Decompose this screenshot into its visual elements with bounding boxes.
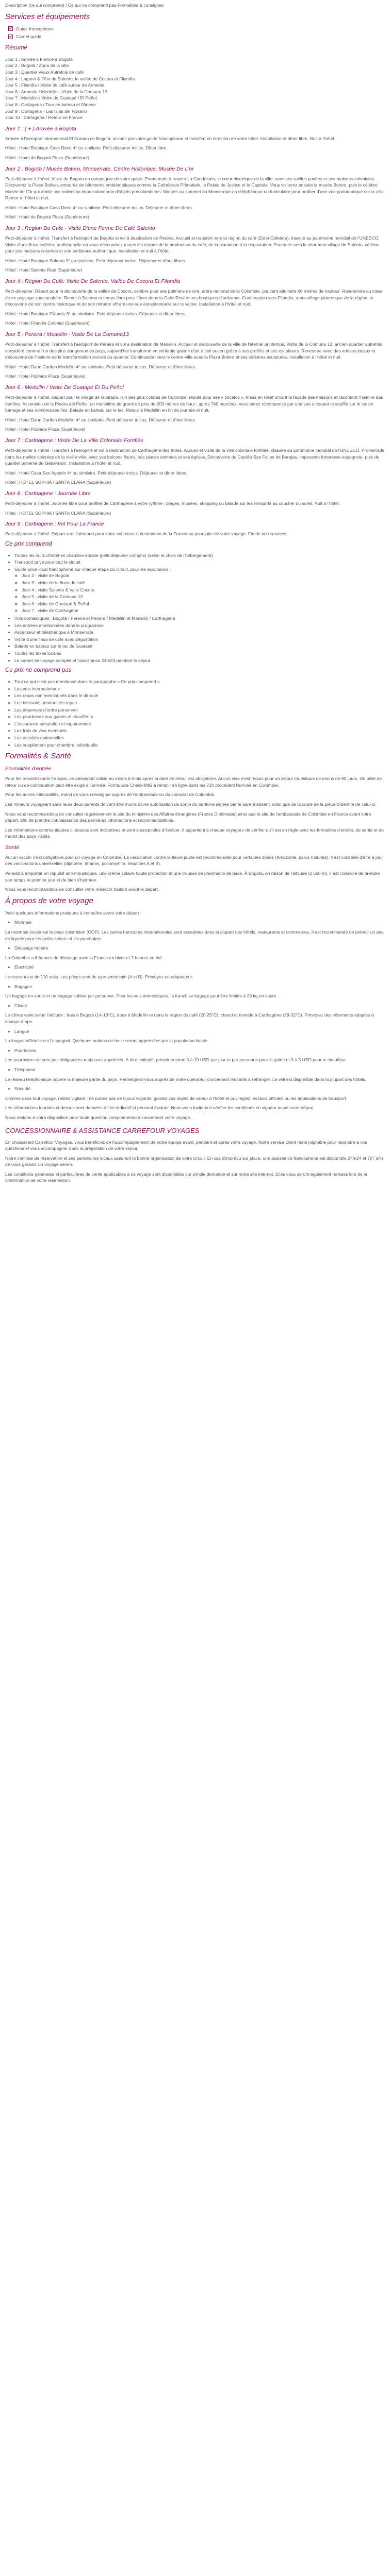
day5-hotel-sup: Hôtel : Hotel Poblado Plaza (Supérieure) [5, 374, 86, 379]
resume-day: Jour 2 : Bogotá / Zona de la ville [5, 63, 69, 69]
practical-list [5, 984, 386, 990]
formalities-text: Pour les autres nationalités, merci de vous renseigner auprès de l'ambassade ou du consulat de Colombie. [5, 792, 216, 798]
practical-list [5, 1028, 386, 1035]
day7-hotel: Hôtel : Hotel Casa San Agustin 4* ou similaire. Petit-déjeuner inclus. Déjeuner et dîner libres. [5, 470, 188, 476]
resume-day: Jour 10 : Cartagena / Retour en France [5, 115, 83, 121]
included-title: Ce prix comprend [5, 540, 52, 547]
resume-day: Jour 7 : Medellin / Visite de Guatapé / El Peñol [5, 95, 97, 101]
day7-title: Jour 7 : Carthagene : Visite De La Ville Coloniale Fortifiée [5, 437, 144, 444]
list-item [14, 945, 386, 952]
services-list [5, 26, 386, 40]
practical-label: Téléphone [14, 1066, 36, 1072]
list-item: • L'assurance annulation et rapatriement [14, 721, 386, 727]
day5-title: Jour 5 : Pereira / Medellin - Visite De La Comuna13 [5, 331, 129, 337]
practical-list [5, 1047, 386, 1054]
entry-title: Formalités d'entrée [5, 766, 52, 772]
list-item [14, 1066, 386, 1073]
practical-text: La langue officielle est l'espagnol. Quelques notions de base seront appréciées par la population locale. [5, 1038, 209, 1044]
practical-label: Décalage horaire [14, 945, 48, 951]
excluded-list [5, 679, 386, 748]
day5-hotel: Hôtel : Hotel Dann Carlton Medellin 4* ou similaire. Petit-déjeuner inclus. Déjeuner et dîner libres. [5, 364, 197, 369]
resume-day: Jour 3 : Quartier Vieux Autrefois de café [5, 69, 84, 75]
day2-title: Jour 2 : Bogota / Musée Botero, Monserrate, Centre Historique, Musée De L'or [5, 165, 194, 172]
practical-list [5, 964, 386, 971]
list-item: Carnet guide [8, 33, 386, 40]
list-item [14, 1028, 386, 1035]
list-item: • Toutes les nuits d'hôtel en chambre double (petit-déjeuner compris) (selon le choix de l'hébergement) [14, 552, 386, 559]
list-item [14, 919, 386, 926]
health-text: Pensez à emporter un répulsif anti-moustiques, une crème solaire haute protection et une trousse de pharmacie de base. À Bogotá, en raison de l'altitude (2 600 m), il est conseillé de prendre son temps le premier jour et de bien s'hydrater. [5, 871, 380, 883]
day2-hotel: Hôtel : Hotel Boutique Casa Deco 4* ou similaire. Petit-déjeuner inclus. Déjeuner et dîner libres. [5, 205, 193, 210]
practical-text: Le réseau téléphonique couvre la majeure partie du pays. Renseignez-vous auprès de votre opérateur concernant les tarifs à l'étranger. Le wifi est disponible dans la plupart des hôtels. [5, 1076, 367, 1082]
practical-list [5, 1003, 386, 1009]
list-item: • Balade en bateau sur le lac de Guatapé [14, 643, 386, 650]
practical-label: Climat [14, 1003, 27, 1008]
day1-hotel: Hôtel : Hotel Boutique Casa Deco 4* ou similaire. Petit-déjeuner inclus. Dîner libre. [5, 145, 168, 151]
list-item [14, 1003, 386, 1009]
day6-text: Petit-déjeuner à l'hôtel. Départ pour le village de Guatapé, l'un des plus colorés de Colombie, réputé pour ses « zócalos », frises en relief ornant la façade des maisons et racontant l'histoire des familles. Ascension de la Piedra del Peñol, un monolithe de granit de plus de 200 mètres de haut : après 740 marches, vous serez récompensé par une vue à couper le souffle sur le lac de barrage et ses nombreuses îles. Balade en bateau sur le lac. Retour à Medellin en fin de journée et nuit. [5, 394, 383, 413]
day8-text: Petit-déjeuner à l'hôtel. Journée libre pour profiter de Carthagène à votre rythme : plages, musées, shopping ou balade sur les remparts au coucher du soleil. Nuit à l'hôtel. [5, 500, 340, 506]
resume-title: Résumé [5, 44, 27, 51]
list-item: ◦ Jour 4 : visite Salento & Valle Cocora [22, 587, 386, 594]
list-item: • Les boissons pendant les repas [14, 700, 386, 706]
formalities-title: Formalités & Santé [5, 752, 71, 761]
day7-text: Petit-déjeuner à l'hôtel. Transfert à l'aéroport et vol à destination de Carthagène des Indes. Accueil et visite de la ville coloniale fortifiée, classée au patrimoine mondial de l'UNESCO. Promenade dans les ruelles colorées de la vieille ville, avec ses balcons fleuris, ses places animées et ses églises. Découverte du Castillo San Felipe de Barajas, imposante forteresse espagnole, puis du quartier bohème de Getsemaní. Installation à l'hôtel et nuit. [5, 447, 385, 466]
list-item: Guide francophone [8, 26, 386, 32]
formalities-text: Les informations communiquées ci-dessus sont indicatives et sont susceptibles d'évoluer. Il appartient à chaque voyageur de vérifier qu'il est en règle avec les formalités d'entrée, de sortie et de transit des pays visités. [5, 827, 384, 839]
check-icon [8, 26, 13, 31]
day4-hotel-sup: Hôtel : Hotel Filandia Colonial (Supérieure) [5, 320, 90, 326]
list-item: • Transport privé pour tout le circuit [14, 559, 386, 566]
list-item: • Le carnet de voyage complet et l'assistance 24h/24 pendant le séjour [14, 657, 386, 664]
day6-title: Jour 6 : Medellin / Visite De Guatapé Et Du Peñol [5, 384, 124, 391]
resume-day: Jour 4 : Laguna & Fête de Salento, le vallée de Cocora et Filandia [5, 76, 135, 81]
list-item: ◦ Jour 6 : visite de Guatapé & Peñol [22, 601, 386, 607]
resume-day: Jour 1 : Arrivée à France à Bogotá [5, 56, 73, 62]
day5-text: Petit-déjeuner à l'hôtel. Transfert à l'aéroport de Pereira et vol à destination de Medellin. Accueil et découverte de la ville de l'éternel printemps. Visite de la Comuna 13, ancien quartier autrefois considéré comme l'un des plus dangereux du pays, aujourd'hui transformé en véritable galerie d'art à ciel ouvert grâce à ses graffitis et ses escalators. Rencontre avec des artistes locaux et découverte de l'histoire de la transformation sociale du quartier. Continuation vers le centre-ville avec la Plaza Botero et ses célèbres sculptures. Installation à l'hôtel et nuit. [5, 342, 382, 360]
list-item [14, 984, 386, 990]
conditions-title: CONCESSIONNAIRE & ASSISTANCE CARREFOUR VOYAGES [5, 1126, 200, 1134]
practical-closing: Les informations fournies ci-dessus sont données à titre indicatif et peuvent évoluer. Nous vous invitons à vérifier les conditions en vigueur avant votre départ. [5, 1105, 315, 1111]
resume-list [5, 56, 386, 121]
list-item: • Les dépenses d'ordre personnel [14, 707, 386, 714]
day6-hotel-sup: Hôtel : Hotel Poblado Plaza (Supérieure) [5, 427, 86, 432]
excluded-title: Ce prix ne comprend pas [5, 667, 72, 674]
day9-text: Petit-déjeuner à l'hôtel. Départ vers l'aéroport pour votre vol retour à destination de la France ou poursuite de votre voyage. Fin de nos services. [5, 531, 288, 537]
list-item: • Les frais de visa éventuels [14, 727, 386, 734]
conditions-text: En choisissant Carrefour Voyages, vous bénéficiez de l'accompagnement de notre équipe avant, pendant et après votre voyage. Notre service client reste joignable pour répondre à vos questions et vous accompagner dans la préparation de votre séjour. [5, 1139, 367, 1151]
day3-hotel-sup: Hôtel : Hotel Salento Real (Supérieure) [5, 267, 83, 273]
list-item: ◦ Jour 3 : visite de la finca de café [22, 580, 386, 586]
list-item: • Guide privé local francophone sur chaque étape du circuit, pour les excursions : ◦ Jour 2 : visite de Bogotá ◦ Jour 3 : visite de la finca de café ◦ Jour 4 : visite Salento & Valle Cocora ◦ Jour 5 : visite de la Comuna 13 ◦ Jour 6 : visite de Guatapé & Peñol ◦ Jour 7 : visite de Carthagène [14, 566, 386, 614]
day8-hotel: Hôtel : HOTEL SOPHIA / SANTA CLARA (Supérieure) [5, 510, 111, 516]
list-item: • Tout ce qui n'est pas mentionné dans le paragraphe « Ce prix comprend » [14, 679, 386, 685]
practical-list [5, 945, 386, 952]
practical-list [5, 1086, 386, 1092]
included-nested-list [14, 572, 386, 614]
practical-text: Un bagage en soute et un bagage cabine par personne. Pour les vols domestiques, la franchise bagage peut être limitée à 23 kg en soute. [5, 993, 278, 999]
day1-hotel-sup: Hôtel : Hotel de Bogotá Plaza (Supérieure) [5, 155, 89, 160]
conditions-text: Notre centrale de réservation et ses partenaires locaux assurent la bonne organisation de votre circuit. En cas d'imprévu sur place, une assistance francophone est disponible 24h/24 et 7j/7 afin de vous garantir un voyage serein. [5, 1155, 383, 1167]
day7-hotel-sup: Hôtel : HOTEL SOPHIA / SANTA CLARA (Supérieure) [5, 480, 111, 485]
services-title: Services et équipements [5, 12, 90, 21]
practical-text: Les pourboires ne sont pas obligatoires mais sont appréciés. À titre indicatif, prévoir environ 5 à 10 USD par jour et par personne pour le guide et 3 à 5 USD pour le chauffeur. [5, 1057, 347, 1063]
day6-hotel: Hôtel : Hotel Dann Carlton Medellin 4* ou similaire. Petit-déjeuner inclus. Déjeuner et dîner libres. [5, 417, 197, 422]
document-page [0, 0, 391, 1191]
day3-hotel: Hôtel : Hotel Boutique Salento 3* ou similaire. Petit-déjeuner inclus. Déjeuner et dîner libres. [5, 258, 186, 263]
list-item: ◦ Jour 5 : visite de la Comuna 13 [22, 594, 386, 600]
practical-text: La Colombie a 6 heures de décalage avec la France en hiver et 7 heures en été. [5, 955, 164, 960]
practical-intro: Voici quelques informations pratiques à connaître avant votre départ : [5, 910, 142, 916]
day3-title: Jour 3 : Region Du Cafe - Visite D'une Ferme De Café Salento [5, 225, 155, 232]
list-item: • Ascenseur et téléphérique à Monserrate [14, 629, 386, 636]
practical-text: La monnaie locale est le peso colombien (COP). Les cartes bancaires internationales sont acceptées dans la plupart des hôtels, restaurants et commerces. Il est recommandé de prévoir un peu de liquide pour les petits achats et les pourboires. [5, 929, 384, 941]
day1-text: Arrivée à l'aéroport international El Dorado de Bogotá, accueil par votre guide francophone et transfert en direction de votre hôtel. Installation et dîner libre. Nuit à l'hôtel. [5, 135, 336, 141]
resume-day: Jour 8 : Cartagena / Tour en bateau et flânerie [5, 101, 96, 107]
day4-hotel: Hôtel : Hotel Boutique Filandia 3* ou similaire. Petit-déjeuner inclus. Déjeuner et dîner libres. [5, 311, 187, 316]
list-item [14, 1086, 386, 1092]
practical-text: Le courant est de 110 volts. Les prises sont de type américain (A et B). Prévoyez un adaptateur. [5, 974, 193, 979]
list-item: • Les activités optionnelles [14, 735, 386, 741]
formalities-text: Les mineurs voyageant sans leurs deux parents doivent être munis d'une autorisation de sortie du territoire signée par le parent absent, ainsi que de la copie de la pièce d'identité de celui-ci. [5, 801, 377, 807]
formalities-text: Pour les ressortissants français, un passeport valide au moins 6 mois après la date de retour est obligatoire. Aucun visa n'est requis pour un séjour touristique de moins de 90 jours. Un billet de retour ou de continuation peut être exigé à l'arrivée. Formulaire Check-MIG à remplir en ligne dans les 72h précédant l'arrivée en Colombie. [5, 776, 382, 788]
formalities-text: Nous vous recommandons de consulter régulièrement le site du ministère des Affaires étrangères (France Diplomatie) ainsi que le site de l'ambassade de Colombie en France avant votre départ, afin de prendre connaissance des dernières informations et recommandations. [5, 811, 371, 823]
practical-title: À propos de votre voyage [5, 896, 93, 905]
day4-text: Petit-déjeuner. Départ pour la découverte de la vallée de Cocora, célèbre pour ses palmiers de cire, arbre national de la Colombie, pouvant atteindre 60 mètres de hauteur. Randonnée au cœur de ce paysage spectaculaire. Retour à Salento et temps libre pour flâner dans la Calle Real et ses boutiques d'artisanat. Continuation vers Filandia, autre village pittoresque de la région, et découverte de son centre historique et de son mirador offrant une vue exceptionnelle sur la vallée. Installation à l'hôtel et nuit. [5, 289, 383, 307]
practical-text: Comme dans tout voyage, restez vigilant : ne portez pas de bijoux voyants, gardez vos objets de valeur à l'hôtel et privilégiez les taxis officiels ou les applications de transport. [5, 1095, 348, 1101]
list-item: • Les vols internationaux [14, 686, 386, 692]
practical-list [5, 919, 386, 926]
day1-title: Jour 1 : ( + ) Arrivée à Bogota [5, 125, 76, 132]
practical-label: Pourboires [14, 1047, 36, 1053]
list-item: • Visite d'une finca de café avec dégustation [14, 636, 386, 643]
practical-list [5, 1066, 386, 1073]
health-text: Aucun vaccin n'est obligatoire pour un voyage en Colombie. La vaccination contre la fièvre jaune est recommandée pour certaines zones (Amazonie, parcs naturels). Il est conseillé d'être à jour des vaccinations universelles (diphtérie, tétanos, poliomyélite, hépatites A et B). [5, 854, 383, 867]
resume-day: Jour 9 : Cartagena - Las Islas del Rosario [5, 108, 87, 114]
list-item: • Les entrées mentionnées dans le programme [14, 622, 386, 629]
day8-title: Jour 8 : Carthagene : Journée Libre [5, 490, 91, 497]
day2-hotel-sup: Hôtel : Hotel de Bogotá Plaza (Supérieure) [5, 214, 89, 220]
list-item: • Vols domestiques : Bogotá / Pereira et Pereira / Medellin et Medellin / Carthagène [14, 615, 386, 622]
list-item: • Les supplément pour chambre individuelle [14, 742, 386, 749]
list-item: ◦ Jour 7 : visite de Carthagène [22, 607, 386, 614]
list-item: • Les repas non mentionnés dans le déroulé [14, 692, 386, 699]
list-item [14, 1047, 386, 1054]
resume-day: Jour 5 : Filandia / Visite de café autour de Armenia [5, 82, 105, 88]
practical-label: Monnaie [14, 920, 31, 925]
check-icon [8, 35, 13, 39]
practical-label: Sécurité [14, 1086, 31, 1092]
resume-day: Jour 6 : Armenia / Medellin - Visite de la Comuna 13 [5, 89, 108, 94]
list-item: ◦ Jour 2 : visite de Bogotá [22, 572, 386, 579]
conditions-text: Les conditions générales et particulières de vente applicables à ce voyage sont disponibles sur simple demande et sur notre site internet. Elles vous seront également remises lors de la confirmation de votre réservation. [5, 1171, 367, 1183]
practical-text: Le climat varie selon l'altitude : frais à Bogotá (14-18°C), doux à Medellin et dans la région du café (20-25°C), chaud et humide à Carthagène (28-32°C). Prévoyez des vêtements adaptés à chaque étape. [5, 1012, 374, 1024]
list-item: • Les pourboires aux guides et chauffeurs [14, 714, 386, 720]
practical-label: Bagages [14, 984, 32, 989]
practical-closing: Nous restons à votre disposition pour toute question complémentaire concernant votre voyage. [5, 1114, 191, 1120]
list-item: • Toutes les taxes locales [14, 650, 386, 657]
day2-text: Petit-déjeuner à l'hôtel. Visite de Bogota en compagnie de votre guide. Promenade à travers La Candelaria, le cœur historique de la ville, avec ses ruelles pavées et ses maisons coloniales. Découvrez la Place Bolivar, entourée de bâtiments emblématiques comme la Cathédrale Primatiale, le Palais de Justice et le Capitole. Vous visiterez ensuite le musée Botero, puis le célèbre Musée de l'Or qui abrite une collection impressionnante d'objets précolombiens. Montée au sommet du Monserrate en téléphérique ou funiculaire pour profiter d'une vue panoramique sur la ville. Retour à l'hôtel et nuit. [5, 176, 385, 201]
list-item [14, 964, 386, 971]
practical-label: Langue [14, 1028, 29, 1034]
practical-label: Électricité [14, 964, 34, 970]
health-text: Nous vous recommandons de consulter votre médecin traitant avant le départ. [5, 887, 159, 892]
day3-text: Petit-déjeuner à l'hôtel. Transfert à l'aéroport de Bogota et vol à destination de Pereira. Accueil et transfert vers la région du café (Zona Cafetera), inscrite au patrimoine mondial de l'UNESCO. Visite d'une finca caféière traditionnelle où vous découvrirez toutes les étapes de la production du café, de la plantation à la dégustation. Poursuite vers le charmant village de Salento, célèbre pour ses maisons colorées et son ambiance authentique. Installation et nuit à l'hôtel. [5, 235, 380, 254]
day4-title: Jour 4 : Région Du Café: Visite De Salento, Vallée De Cocora Et Filandia [5, 278, 181, 285]
included-list [5, 552, 386, 664]
intro-line: Description (ce qui comprend) / Ce qui ne comprend pas Formalités & consignes [5, 3, 164, 8]
day9-title: Jour 9 : Carthagene : Vol Pour La France [5, 521, 104, 528]
health-title: Santé [5, 844, 20, 851]
